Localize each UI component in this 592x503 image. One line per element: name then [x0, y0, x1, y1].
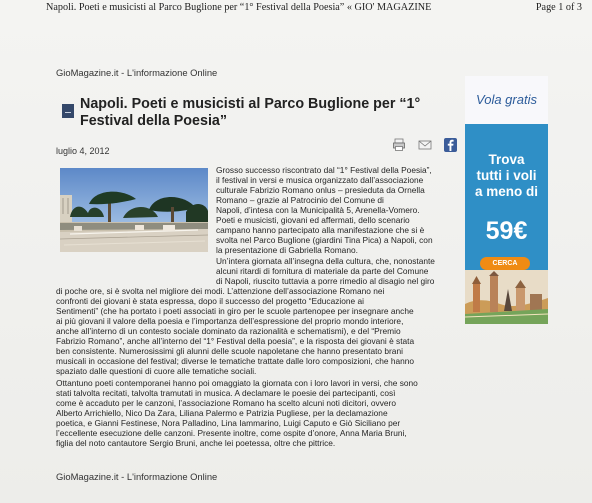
ad-brand: Vola gratis — [476, 92, 537, 107]
article-line: il festival in versi e musica organizzato dall’associazione — [216, 175, 424, 185]
ad-copy — [465, 152, 548, 200]
site-name-bottom[interactable]: GioMagazine.it - L'informazione Online — [56, 471, 218, 482]
article-date: luglio 4, 2012 — [56, 146, 110, 156]
article-line: poetica, e Gianni Festinese, Nora Palladino, Lina Iammarino, Luigi Caputo e Giò Siciliano per — [56, 418, 401, 428]
article-line: Napoli, d’intesa con la Municipalità 5, Arenella-Vomero. — [216, 205, 420, 215]
article-line: Alberto Arrichiello, Nico Da Zara, Liliana Palermo e Patrizia Pugliese, per la declamazione — [56, 408, 388, 418]
landmarks-illustration — [465, 270, 548, 324]
article-line: ben consistente. Numerosissimi gli alunni delle scuole napoletane che hanno presentato brani — [56, 346, 403, 356]
article-line: alcuni ritardi di fornitura di materiale da parte del Comune — [216, 266, 429, 276]
volagratis-ad[interactable] — [465, 76, 548, 324]
article-line: anche all’interno di un contesto sociale dominato da razionalità e schematismi), e del “Premio — [56, 326, 401, 336]
article-line: Romano – grazie al Patrocinio del Comune di — [216, 195, 384, 205]
article-line: culturale Fabrizio Romano onlus – presieduta da Ornella — [216, 185, 425, 195]
ad-price: 59€ — [485, 217, 528, 245]
article-line: confronti dei giovani è stata espressa, dopo il successo del progetto “Educazione ai — [56, 296, 364, 306]
article-line: come è accaduto per le canzoni, l’associazione Romano ha scelto alcuni noti dicitori, ovvero — [56, 398, 396, 408]
article-line: musicali in occasione del festival; diverse le tematiche trattate dalle loro composizioni, che hanno — [56, 356, 415, 366]
page-number: Page 1 of 3 — [535, 2, 582, 13]
search-flights-button[interactable]: CERCA — [480, 257, 530, 270]
article-line: di Napoli, riuscito tuttavia a porre rimedio al disagio nel giro — [216, 276, 435, 286]
ad-copy-line: tutti i voli — [476, 168, 537, 183]
article-line: Un’intera giornata all’insegna della cultura, che, nonostante — [216, 256, 435, 266]
article-line: ai più giovani il valore della poesia e l’importanza dell’espressione del proprio mondo interiore, — [56, 316, 404, 326]
ad-copy-line: Trova — [488, 152, 525, 167]
article-line: Poeti e musicisti, giovani ed affermati, dello scenario — [216, 215, 410, 225]
article-line: figlia del noto cantautore Sergio Bruni, anche lei poetessa, oltre che pittrice. — [56, 438, 336, 448]
ad-brand-area — [465, 76, 548, 124]
article-line: campano hanno partecipato alla manifestazione che si è — [216, 225, 425, 235]
browser-title: Napoli. Poeti e musicisti al Parco Buglione per “1° Festival della Poesia” « GIO' MAGAZINE — [46, 2, 432, 13]
article-line: stati talvolta recitati, talvolta tramutati in musica. A declamare le poesie dei partecipanti, così — [56, 388, 396, 398]
article-title-line: Napoli. Poeti e musicisti al Parco Buglione per “1° — [80, 96, 421, 112]
article-line: Fabrizio Romano”, anche all’interno del “1° Festival della poesia”, e la risposta dei giovani è stata — [56, 336, 415, 346]
ad-copy-line: a meno di — [474, 184, 538, 199]
article-line: Sentimenti” (che ha portato i poeti associati in giro per le scuole partenopee per insegnare anche — [56, 306, 414, 316]
article-line: l’eccellente esecuzione delle canzoni. Presente inoltre, come ospite d’onore, Anna Maria Bruni, — [56, 428, 407, 438]
article-line: spaziato dalle questioni di cuore alle tematiche sociali. — [56, 366, 257, 376]
article-line: Ottantuno poeti contemporanei hanno poi omaggiato la giornata con i loro lavori in versi, che sono — [56, 378, 418, 388]
article-line: Grosso successo riscontrato dal “1° Festival della Poesia”, — [216, 165, 432, 175]
article-line: la presentazione di Gabriella Romano. — [216, 245, 358, 255]
article-title-line: Festival della Poesia” — [80, 113, 228, 129]
site-name-top[interactable]: GioMagazine.it - L'informazione Online — [56, 67, 218, 78]
article-line: di poche ore, si è svolta nel migliore dei modi. L’attenzione dell’associazione Romano nei — [56, 286, 385, 296]
article-line: svolta nel Parco Buglione (giardini Tina Pica) a Napoli, con — [216, 235, 433, 245]
